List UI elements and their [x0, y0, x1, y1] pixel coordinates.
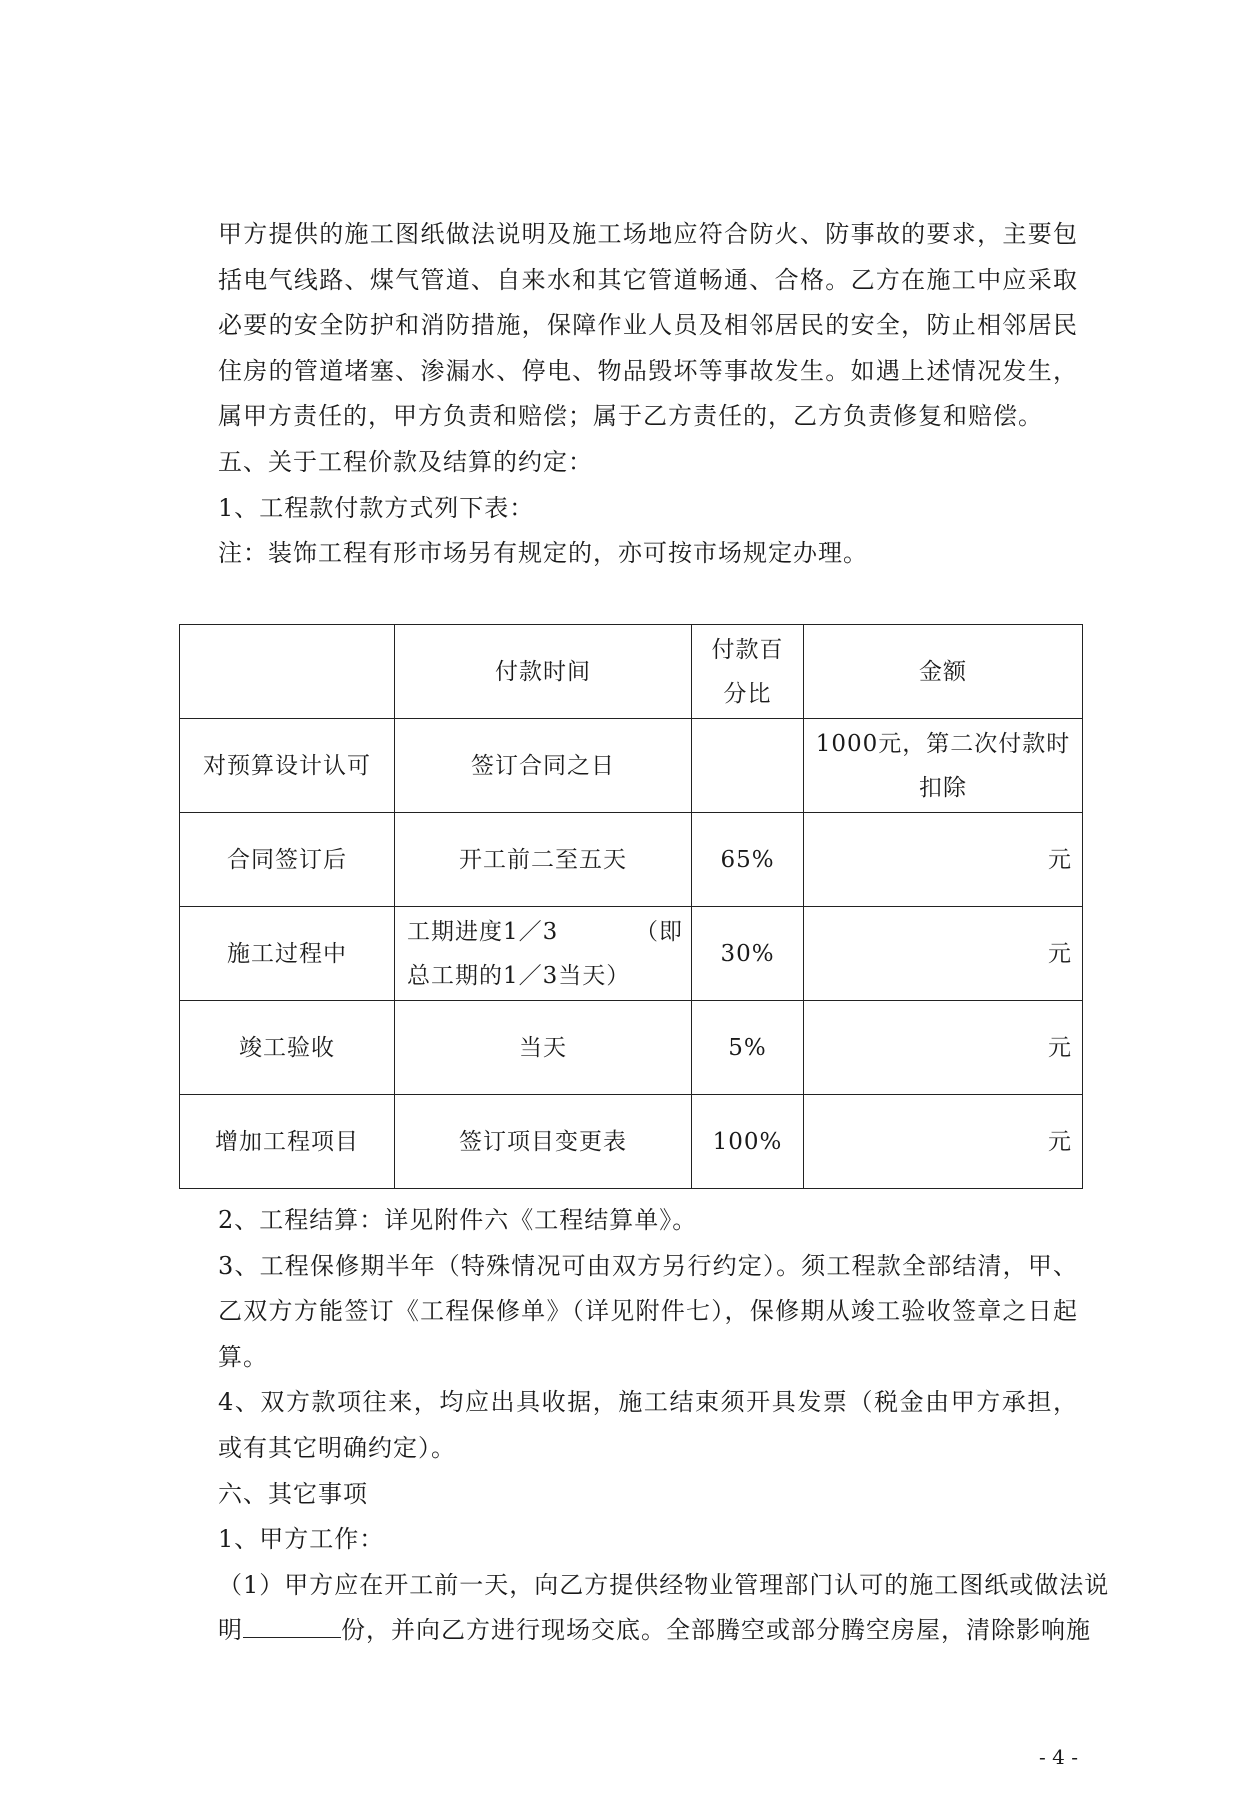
safety-paragraph: 甲方提供的施工图纸做法说明及施工场地应符合防火、防事故的要求，主要包括电气线路、煤气管道、自来水和其它管道畅通、合格。乙方在施工中应采取必要的安全防护和消防措施，保障作业人员及相邻居民的安全，防止相邻居民住房的管道堵塞、渗漏水、停电、物品毁坏等事故发生。如遇上述情况发生，属甲方责任的，甲方负责和赔偿；属于乙方责任的，乙方负责修复和赔偿。: [218, 220, 1078, 431]
amount-cell: 元: [804, 813, 1083, 907]
table-header-row: [180, 625, 1083, 719]
header-cell-stage: [180, 625, 395, 719]
stage-cell: 竣工验收: [180, 1001, 395, 1095]
time-cell: 开工前二至五天: [395, 813, 692, 907]
stage-cell: 施工过程中: [180, 907, 395, 1001]
time-cell: 工期进度1／3 （即 总工期的1／3当天）: [395, 907, 692, 1001]
table-row: [180, 907, 1083, 1001]
percent-cell: [692, 719, 804, 813]
item-4-receipts: 4、双方款项往来，均应出具收据，施工结束须开具发票（税金由甲方承担，或有其它明确约定）。: [218, 1388, 1078, 1462]
copies-blank: [243, 1611, 341, 1638]
party-a-item-1-line-1: （1）甲方应在开工前一天，向乙方提供经物业管理部门认可的施工图纸或做法说: [218, 1570, 1110, 1599]
percent-cell: 5%: [692, 1001, 804, 1095]
item-3-warranty: 3、工程保修期半年（特殊情况可由双方另行约定）。须工程款全部结清，甲、乙双方方能签订《工程保修单》（详见附件七），保修期从竣工验收签章之日起算。: [218, 1251, 1078, 1371]
market-note: 注：装饰工程有形市场另有规定的，亦可按市场规定办理。: [218, 539, 868, 568]
amount-cell: 1000元，第二次付款时 扣除: [804, 719, 1083, 813]
amount-cell: 元: [804, 907, 1083, 1001]
table-row: [180, 1095, 1083, 1189]
percent-cell: 65%: [692, 813, 804, 907]
header-cell-time: 付款时间: [395, 625, 692, 719]
table-row: [180, 813, 1083, 907]
amount-cell: 元: [804, 1095, 1083, 1189]
table-row: [180, 1001, 1083, 1095]
time-cell: 签订项目变更表: [395, 1095, 692, 1189]
upper-text-block: [218, 212, 1078, 577]
section-6-heading: 六、其它事项: [218, 1479, 368, 1508]
time-cell: 签订合同之日: [395, 719, 692, 813]
item-2-settlement: 2、工程结算：详见附件六《工程结算单》。: [218, 1206, 698, 1234]
table-row: [180, 719, 1083, 813]
percent-cell: 100%: [692, 1095, 804, 1189]
stage-cell: 合同签订后: [180, 813, 395, 907]
time-cell: 当天: [395, 1001, 692, 1095]
party-a-heading: 1、甲方工作：: [218, 1525, 385, 1554]
lower-text-block: [218, 1198, 1110, 1654]
header-cell-percent: 付款百 分比: [692, 625, 804, 719]
percent-cell: 30%: [692, 907, 804, 1001]
stage-cell: 增加工程项目: [180, 1095, 395, 1189]
amount-cell: 元: [804, 1001, 1083, 1095]
stage-cell: 对预算设计认可: [180, 719, 395, 813]
item-1-payment-method: 1、工程款付款方式列下表：: [218, 493, 535, 522]
section-5-heading: 五、关于工程价款及结算的约定：: [218, 447, 593, 476]
page-number: - 4 -: [1039, 1745, 1078, 1769]
party-a-item-1-line-2: 明 份，并向乙方进行现场交底。全部腾空或部分腾空房屋，清除影响施: [218, 1608, 1078, 1654]
header-cell-amount: 金额: [804, 625, 1083, 719]
payment-schedule-table: [179, 624, 1083, 1189]
